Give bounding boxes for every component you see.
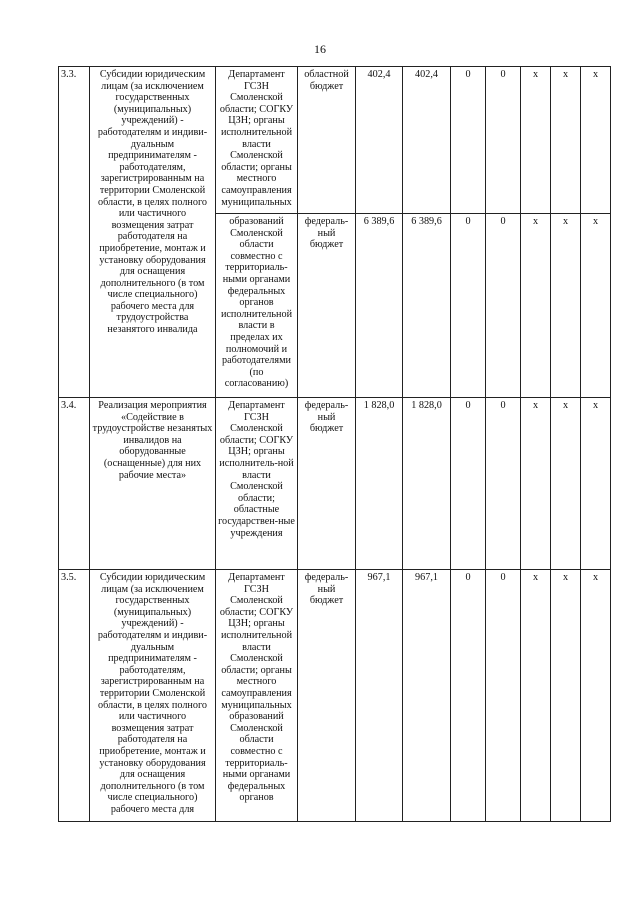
year1-amount: 402,4 (403, 67, 451, 214)
executor: Департамент ГСЗН Смоленской области; СОГКУ ЦЗН; органы исполнительной власти Смоленской области; органы местного самоуправления муниципальных образований Смоленской области совместно с территориаль-ными органами федеральных органов (216, 570, 298, 822)
year1-amount: 967,1 (403, 570, 451, 822)
year2-amount: 0 (451, 570, 486, 822)
year3-amount: 0 (486, 570, 521, 822)
indicator-cell: х (551, 398, 581, 570)
executor: Департамент ГСЗН Смоленской области; СОГКУ ЦЗН; органы исполнительной власти Смоленской области; органы местного самоуправления муниципальных (216, 67, 298, 214)
executor: Департамент ГСЗН Смоленской области; СОГКУ ЦЗН; органы исполнитель-ной власти Смоленской области; областные государствен-ные учреждения (216, 398, 298, 570)
measure-description: Субсидии юридическим лицам (за исключением государственных (муниципальных) учреждений) - работодателям и индиви-дуальным предпринимателям - работодателям, зарегистрированным на территории Смоленской области, в целях полного или частичного возмещения затрат работодателя на приобретение, монтаж и установку оборудования для оснащения дополнительного (в том числе специального) рабочего места для (90, 570, 216, 822)
indicator-cell: х (521, 398, 551, 570)
funding-source: федераль-ный бюджет (298, 214, 356, 398)
measure-description: Реализация мероприятия «Содействие в трудоустройстве незанятых инвалидов на оборудованные (оснащенные) для них рабочие места» (90, 398, 216, 570)
funding-source: федераль-ный бюджет (298, 570, 356, 822)
year1-amount: 6 389,6 (403, 214, 451, 398)
program-table (58, 66, 611, 822)
row-number: 3.5. (59, 570, 90, 822)
indicator-cell: х (551, 570, 581, 822)
year3-amount: 0 (486, 214, 521, 398)
funding-source: областной бюджет (298, 67, 356, 214)
year2-amount: 0 (451, 214, 486, 398)
executor: образований Смоленской области совместно с территориаль-ными органами федеральных органов исполнительной власти в пределах их полномочий и работодателями (по согласованию) (216, 214, 298, 398)
indicator-cell: х (551, 67, 581, 214)
total-amount: 1 828,0 (356, 398, 403, 570)
table-row (59, 398, 611, 570)
funding-source: федераль-ный бюджет (298, 398, 356, 570)
row-number: 3.4. (59, 398, 90, 570)
indicator-cell: х (581, 398, 611, 570)
year1-amount: 1 828,0 (403, 398, 451, 570)
indicator-cell: х (551, 214, 581, 398)
year3-amount: 0 (486, 398, 521, 570)
row-number: 3.3. (59, 67, 90, 398)
total-amount: 6 389,6 (356, 214, 403, 398)
page-number: 16 (314, 42, 326, 56)
table-row (59, 570, 611, 822)
year2-amount: 0 (451, 398, 486, 570)
total-amount: 967,1 (356, 570, 403, 822)
indicator-cell: х (521, 214, 551, 398)
indicator-cell: х (521, 570, 551, 822)
indicator-cell: х (521, 67, 551, 214)
measure-description: Субсидии юридическим лицам (за исключением государственных (муниципальных) учреждений) - работодателям и индиви-дуальным предпринимателям - работодателям, зарегистрированным на территории Смоленской области, в целях полного или частичного возмещения затрат работодателя на приобретение, монтаж и установку оборудования для оснащения дополнительного (в том числе специального) рабочего места для трудоустройства незанятого инвалида (90, 67, 216, 398)
table-row (59, 67, 611, 214)
indicator-cell: х (581, 67, 611, 214)
indicator-cell: х (581, 570, 611, 822)
total-amount: 402,4 (356, 67, 403, 214)
year3-amount: 0 (486, 67, 521, 214)
year2-amount: 0 (451, 67, 486, 214)
indicator-cell: х (581, 214, 611, 398)
